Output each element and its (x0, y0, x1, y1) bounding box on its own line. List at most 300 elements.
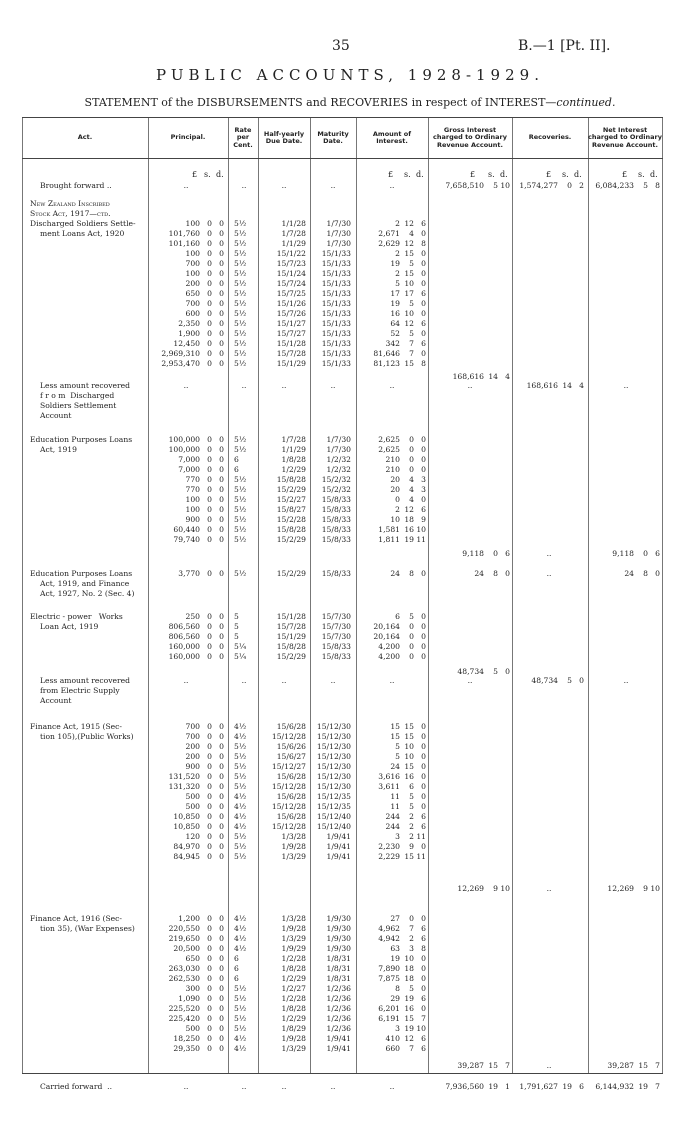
principal-shillings: 0 (207, 525, 212, 534)
amount-shillings: 0 (409, 632, 414, 641)
net-shillings: 15 (638, 1061, 648, 1070)
half-yearly-date: 1/9/28 (281, 842, 306, 851)
principal-pounds: 200 (185, 279, 200, 288)
half-yearly-date: 15/2/29 (276, 485, 306, 494)
net-pounds: 39,287 (607, 1061, 634, 1070)
rate-cell: 5½ (234, 994, 247, 1003)
amount-pounds: 1,811 (378, 535, 400, 544)
principal-pounds: 3,770 (178, 569, 200, 578)
amount-pounds: 5 (395, 279, 400, 288)
table-row (22, 696, 663, 706)
amount-pounds: 4,962 (378, 924, 400, 933)
half-yearly-date: 15/1/28 (276, 612, 306, 621)
principal-pounds: 2,953,470 (161, 359, 200, 368)
rate-cell: 5½ (234, 219, 247, 228)
principal-pounds: 1,900 (178, 329, 200, 338)
amount-shillings: 7 (409, 1044, 414, 1053)
rate-cell: .. (241, 1082, 247, 1091)
amount-pounds: 17 (390, 289, 400, 298)
amount-shillings: 4 (409, 229, 414, 238)
act-cell: Less amount recovered (40, 381, 131, 390)
principal-shillings: 0 (207, 259, 212, 268)
rate-cell: 6 (234, 974, 239, 983)
principal-pounds: 200 (185, 752, 200, 761)
amount-cell: .. (389, 381, 395, 390)
net-pence: 7 (655, 1061, 660, 1070)
rate-cell: 5½ (234, 319, 247, 328)
amount-pounds: 410 (385, 1034, 400, 1043)
rate-cell: 5½ (234, 349, 247, 358)
half-yearly-date: 15/6/28 (276, 772, 306, 781)
amount-pence: 0 (421, 652, 426, 661)
principal-shillings: 0 (207, 994, 212, 1003)
principal-pence: 0 (219, 329, 224, 338)
gross-shillings: 15 (488, 1061, 498, 1070)
table-row (22, 782, 663, 792)
table-row (22, 549, 663, 559)
amount-pence: 0 (421, 269, 426, 278)
principal-pence: 0 (219, 812, 224, 821)
principal-pence: 0 (219, 1014, 224, 1023)
gross-pounds: 9,118 (462, 549, 484, 558)
table-row (22, 1004, 663, 1014)
page-title: PUBLIC ACCOUNTS, 1928-1929. (156, 66, 544, 84)
amount-pence: 0 (421, 299, 426, 308)
table-row (22, 589, 663, 599)
principal-pounds: 500 (185, 802, 200, 811)
maturity-date: 15/7/30 (321, 612, 351, 621)
half-yearly-date: 15/8/28 (276, 642, 306, 651)
amount-shillings: 2 (409, 934, 414, 943)
half-yearly-date: 15/6/28 (276, 812, 306, 821)
amount-shillings: 8 (409, 569, 414, 578)
half-yearly-date: 1/2/28 (281, 954, 306, 963)
principal-pence: 0 (219, 239, 224, 248)
half-yearly-date: 15/1/26 (276, 299, 306, 308)
act-cell: Loan Act, 1919 (40, 622, 99, 631)
amount-pence: 6 (421, 1034, 426, 1043)
rate-cell: 6 (234, 465, 239, 474)
table-row (22, 339, 663, 349)
table-row (22, 299, 663, 309)
amount-pounds: 24 (390, 569, 400, 578)
amount-pounds: 11 (390, 802, 400, 811)
amount-pounds: 2,625 (378, 435, 400, 444)
amount-shillings: 15 (404, 269, 414, 278)
rate-cell: 5½ (234, 1024, 247, 1033)
maturity-date: 1/7/30 (326, 239, 351, 248)
amount-pence: 8 (421, 239, 426, 248)
recoveries-shillings: 0 (567, 181, 572, 190)
table-row (22, 772, 663, 782)
principal-pence: 0 (219, 984, 224, 993)
recoveries-shillings: 5 (567, 676, 572, 685)
table-row (22, 802, 663, 812)
rate-cell: 5½ (234, 842, 247, 851)
amount-pence: 0 (421, 1004, 426, 1013)
net-shillings: 9 (643, 884, 648, 893)
rate-cell: 5 (234, 622, 239, 631)
principal-pounds: 101,760 (168, 229, 200, 238)
amount-pence: 0 (421, 752, 426, 761)
principal-pounds: 100 (185, 495, 200, 504)
principal-pounds: 7,000 (178, 465, 200, 474)
principal-shillings: 0 (207, 505, 212, 514)
gross-pence: 0 (505, 569, 510, 578)
act-cell: Education Purposes Loans (30, 569, 133, 578)
rate-cell: 5½ (234, 445, 247, 454)
principal-pounds: 806,560 (168, 632, 200, 641)
principal-pounds: 650 (185, 289, 200, 298)
principal-pounds: 2,350 (178, 319, 200, 328)
amount-pence: 0 (421, 954, 426, 963)
half-yearly-date: 1/7/28 (281, 229, 306, 238)
half-yearly-date: 1/9/28 (281, 924, 306, 933)
principal-pounds: 806,560 (168, 622, 200, 631)
amount-pounds: 4,942 (378, 934, 400, 943)
principal-pence: 0 (219, 359, 224, 368)
principal-shillings: 0 (207, 802, 212, 811)
principal-pounds: 100,000 (168, 445, 200, 454)
half-yearly-date: 15/2/29 (276, 569, 306, 578)
principal-pence: 0 (219, 569, 224, 578)
amount-pounds: 15 (390, 722, 400, 731)
table-row (22, 579, 663, 589)
maturity-date: 1/8/31 (326, 974, 351, 983)
principal-pounds: 262,530 (168, 974, 200, 983)
act-cell: tion 105),(Public Works) (40, 732, 134, 741)
maturity-date: 15/1/33 (321, 349, 351, 358)
table-row (22, 445, 663, 455)
principal-shillings: 0 (207, 842, 212, 851)
recoveries-cell: .. (546, 569, 552, 578)
principal-shillings: 0 (207, 732, 212, 741)
principal-shillings: 0 (207, 1004, 212, 1013)
amount-pounds: 3 (395, 832, 400, 841)
amount-shillings: 2 (409, 812, 414, 821)
principal-shillings: 0 (207, 445, 212, 454)
table-row (22, 762, 663, 772)
amount-pence: 0 (421, 229, 426, 238)
document-reference: B.—1 [Pt. II]. (518, 38, 611, 54)
amount-pounds: 2,629 (378, 239, 400, 248)
amount-cell: .. (389, 676, 395, 685)
maturity-date: 15/12/30 (316, 732, 351, 741)
amount-shillings: 7 (409, 349, 414, 358)
gross-shillings: 9 (493, 884, 498, 893)
amount-shillings: 5 (409, 329, 414, 338)
principal-pence: 0 (219, 752, 224, 761)
amount-pounds: 24 (390, 762, 400, 771)
recoveries-pence: 2 (579, 181, 584, 190)
amount-pounds: 20,164 (373, 632, 400, 641)
principal-shillings: 0 (207, 329, 212, 338)
principal-shillings: 0 (207, 762, 212, 771)
principal-pounds: 100 (185, 249, 200, 258)
amount-shillings: 16 (404, 1004, 414, 1013)
half-yearly-date: 15/8/28 (276, 475, 306, 484)
maturity-date: 1/9/30 (326, 944, 351, 953)
maturity-date: 1/2/36 (326, 1004, 351, 1013)
principal-pence: 0 (219, 852, 224, 861)
table-row (22, 485, 663, 495)
half-yearly-date: 1/7/28 (281, 435, 306, 444)
act-cell: Finance Act, 1916 (Sec- (30, 914, 123, 923)
half-yearly-date: 15/1/28 (276, 339, 306, 348)
amount-pounds: 5 (395, 742, 400, 751)
principal-shillings: 0 (207, 299, 212, 308)
amount-pounds: 7,890 (378, 964, 400, 973)
amount-pence: 8 (421, 944, 426, 953)
table-row (22, 401, 663, 411)
principal-shillings: 0 (207, 1024, 212, 1033)
table-row (22, 495, 663, 505)
amount-pounds: 20 (390, 475, 400, 484)
amount-pounds: 2 (395, 219, 400, 228)
half-yearly-date: 1/3/28 (281, 832, 306, 841)
principal-pence: 0 (219, 435, 224, 444)
gross-pence: 6 (505, 549, 510, 558)
table-row (22, 924, 663, 934)
half-yearly-date: 15/8/27 (276, 505, 306, 514)
principal-pence: 0 (219, 219, 224, 228)
principal-shillings: 0 (207, 792, 212, 801)
half-yearly-date: 1/8/28 (281, 1004, 306, 1013)
amount-pounds: 3,611 (378, 782, 400, 791)
amount-pence: 0 (421, 722, 426, 731)
principal-shillings: 0 (207, 742, 212, 751)
amount-pence: 0 (421, 612, 426, 621)
principal-pence: 0 (219, 475, 224, 484)
amount-pounds: 19 (390, 259, 400, 268)
maturity-date: .. (330, 676, 336, 685)
maturity-date: 15/8/33 (321, 569, 351, 578)
rate-cell: 5½ (234, 569, 247, 578)
amount-pounds: 2,671 (378, 229, 400, 238)
rate-cell: 5½ (234, 269, 247, 278)
principal-shillings: 0 (207, 1034, 212, 1043)
principal-pounds: 250 (185, 612, 200, 621)
principal-shillings: 0 (207, 535, 212, 544)
maturity-date: 1/2/32 (326, 455, 351, 464)
principal-shillings: 0 (207, 339, 212, 348)
recoveries-cell: .. (546, 549, 552, 558)
half-yearly-date: 15/1/27 (276, 319, 306, 328)
principal-pounds: 20,500 (173, 944, 200, 953)
table-row (22, 686, 663, 696)
half-yearly-date: 15/1/22 (276, 249, 306, 258)
principal-pounds: .. (183, 181, 189, 190)
table-row (22, 622, 663, 632)
principal-pounds: 225,420 (168, 1014, 200, 1023)
amount-shillings: 10 (404, 309, 414, 318)
principal-pounds: 101,160 (168, 239, 200, 248)
half-yearly-date: 15/6/28 (276, 722, 306, 731)
amount-shillings: 3 (409, 944, 414, 953)
amount-pence: 0 (421, 445, 426, 454)
amount-shillings: 5 (409, 259, 414, 268)
maturity-date: 15/1/33 (321, 359, 351, 368)
half-yearly-date: 1/1/28 (281, 219, 306, 228)
act-cell: Act, 1919 (40, 445, 77, 454)
net-pence: 10 (650, 884, 660, 893)
rate-cell: 5 (234, 612, 239, 621)
rate-cell: 5½ (234, 752, 247, 761)
amount-pence: 0 (421, 455, 426, 464)
principal-pounds: 200 (185, 742, 200, 751)
amount-pounds: 15 (390, 732, 400, 741)
principal-pence: 0 (219, 722, 224, 731)
amount-pence: 0 (421, 309, 426, 318)
amount-pounds: 7,875 (378, 974, 400, 983)
maturity-date: 1/9/41 (326, 1034, 351, 1043)
principal-pence: 0 (219, 505, 224, 514)
principal-pounds: 60,440 (173, 525, 200, 534)
principal-pounds: 220,550 (168, 924, 200, 933)
maturity-date: 15/1/33 (321, 319, 351, 328)
principal-pounds: .. (183, 1082, 189, 1091)
principal-pence: 0 (219, 1024, 224, 1033)
half-yearly-date: 15/6/27 (276, 752, 306, 761)
amount-pounds: 210 (385, 455, 400, 464)
rate-cell: 5 (234, 632, 239, 641)
net-shillings: 0 (643, 549, 648, 558)
principal-shillings: 0 (207, 465, 212, 474)
net-pounds: 12,269 (607, 884, 634, 893)
principal-pounds: 225,520 (168, 1004, 200, 1013)
principal-pounds: 600 (185, 309, 200, 318)
principal-pence: 0 (219, 465, 224, 474)
principal-shillings: 0 (207, 924, 212, 933)
act-cell: Brought forward .. (40, 181, 112, 190)
rate-cell: 4½ (234, 732, 247, 741)
principal-pence: 0 (219, 652, 224, 661)
rate-cell: 4½ (234, 1044, 247, 1053)
half-yearly-date: 1/9/28 (281, 1034, 306, 1043)
act-cell: tion 35), (War Expenses) (40, 924, 135, 933)
principal-pounds: 160,000 (168, 642, 200, 651)
recoveries-pounds: 168,616 (526, 381, 558, 390)
principal-pence: 0 (219, 934, 224, 943)
principal-pence: 0 (219, 994, 224, 1003)
maturity-date: 15/8/33 (321, 642, 351, 651)
amount-pence: 11 (416, 832, 426, 841)
amount-shillings: 0 (409, 642, 414, 651)
maturity-date: 15/1/33 (321, 289, 351, 298)
amount-pence: 0 (421, 435, 426, 444)
header-amount: Amount of Interest. (372, 129, 412, 145)
rate-cell: 4½ (234, 934, 247, 943)
principal-pence: 0 (219, 914, 224, 923)
amount-shillings: 12 (404, 319, 414, 328)
half-yearly-date: 1/3/28 (281, 914, 306, 923)
amount-shillings: 10 (404, 279, 414, 288)
recoveries-pence: 6 (579, 1082, 584, 1091)
amount-pounds: 1,581 (378, 525, 400, 534)
act-cell: Soldiers Settlement (40, 401, 117, 410)
table-row (22, 792, 663, 802)
table-row (22, 219, 663, 229)
amount-shillings: 12 (404, 505, 414, 514)
maturity-date: 15/1/33 (321, 299, 351, 308)
amount-shillings: 12 (404, 219, 414, 228)
principal-shillings: 0 (207, 229, 212, 238)
half-yearly-date: 15/1/29 (276, 359, 306, 368)
half-yearly-date: 1/1/29 (281, 445, 306, 454)
amount-pounds: 16 (390, 309, 400, 318)
amount-shillings: 15 (404, 722, 414, 731)
amount-shillings: 5 (409, 792, 414, 801)
header-act: Act. (77, 133, 93, 142)
maturity-date: 1/8/31 (326, 954, 351, 963)
maturity-date: 15/12/40 (316, 812, 351, 821)
principal-pounds: 160,000 (168, 652, 200, 661)
principal-pence: 0 (219, 842, 224, 851)
rate-cell: 4½ (234, 924, 247, 933)
table-row (22, 1082, 663, 1092)
principal-pounds: 12,450 (173, 339, 200, 348)
act-cell: Account (40, 696, 72, 705)
rate-cell: 5½ (234, 279, 247, 288)
table-row (22, 944, 663, 954)
principal-pounds: 700 (185, 722, 200, 731)
principal-shillings: 0 (207, 652, 212, 661)
recoveries-shillings: 14 (562, 381, 572, 390)
half-yearly-date: 15/2/29 (276, 652, 306, 661)
maturity-date: .. (330, 381, 336, 390)
amount-pence: 0 (421, 259, 426, 268)
amount-pence: 8 (421, 359, 426, 368)
rate-cell: 5½ (234, 505, 247, 514)
principal-pence: 0 (219, 612, 224, 621)
principal-pence: 0 (219, 269, 224, 278)
half-yearly-date: 15/6/28 (276, 792, 306, 801)
maturity-date: 1/7/30 (326, 445, 351, 454)
maturity-date: 1/9/30 (326, 934, 351, 943)
rate-cell: 5½ (234, 475, 247, 484)
amount-pounds: 29 (390, 994, 400, 1003)
gross-cell: .. (467, 676, 473, 685)
maturity-date: 15/12/35 (316, 792, 351, 801)
table-row (22, 435, 663, 445)
principal-shillings: 0 (207, 475, 212, 484)
principal-pounds: 2,969,310 (161, 349, 200, 358)
amount-pence: 6 (421, 822, 426, 831)
half-yearly-date: .. (281, 1082, 287, 1091)
principal-pounds: 100 (185, 269, 200, 278)
principal-pounds: 100 (185, 505, 200, 514)
amount-pounds: 244 (385, 822, 400, 831)
maturity-date: 1/2/36 (326, 1024, 351, 1033)
half-yearly-date: 15/1/29 (276, 632, 306, 641)
principal-pounds: 10,850 (173, 812, 200, 821)
act-cell: Account (40, 411, 72, 420)
gross-pence: 1 (505, 1082, 510, 1091)
rate-cell: 6 (234, 455, 239, 464)
table-row (22, 475, 663, 485)
principal-pence: 0 (219, 1044, 224, 1053)
amount-pounds: 52 (390, 329, 400, 338)
principal-pence: 0 (219, 762, 224, 771)
rate-cell: 5½ (234, 259, 247, 268)
principal-pence: 0 (219, 1004, 224, 1013)
principal-pence: 0 (219, 1034, 224, 1043)
amount-shillings: 0 (409, 455, 414, 464)
gross-pounds: 48,734 (457, 667, 484, 676)
amount-pounds: 0 (395, 495, 400, 504)
gross-shillings: 0 (493, 549, 498, 558)
maturity-date: 15/1/33 (321, 339, 351, 348)
